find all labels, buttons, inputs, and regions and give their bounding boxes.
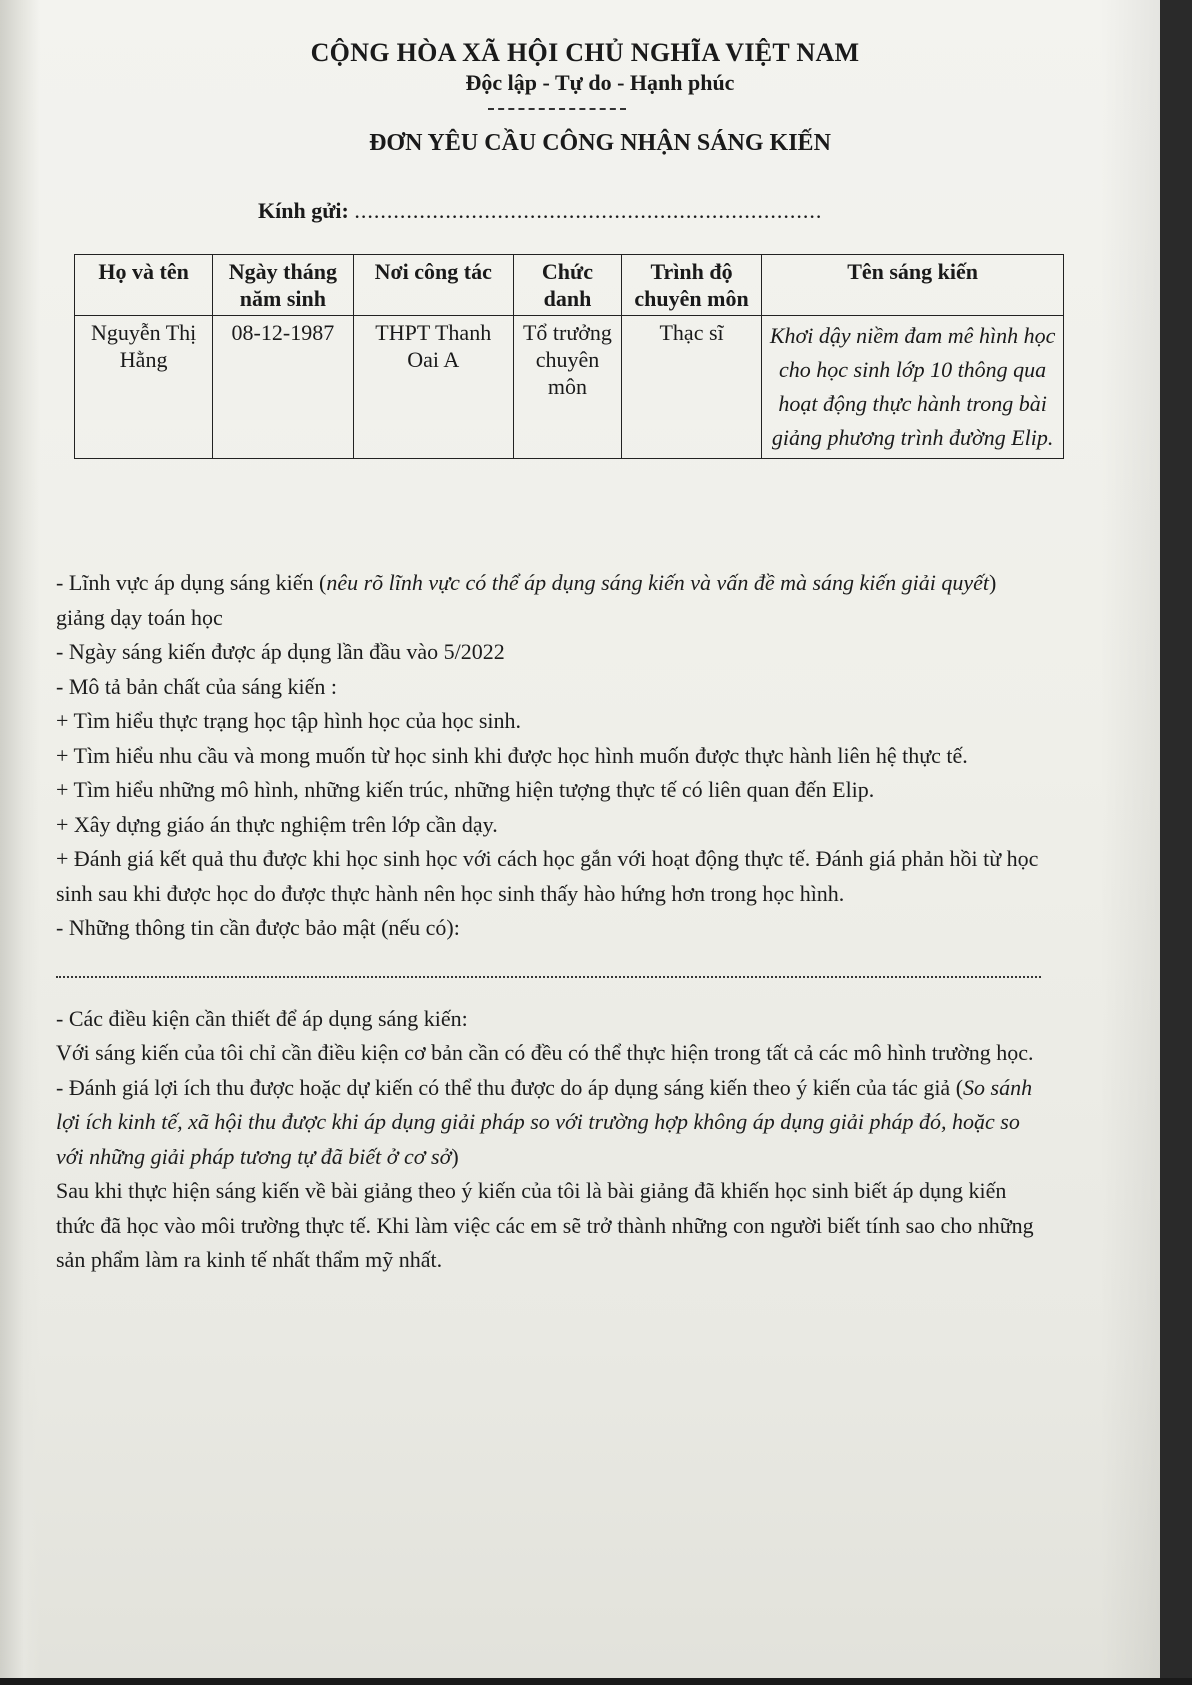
dotted-fill-line bbox=[56, 976, 1041, 980]
benefit-suffix: ) bbox=[451, 1143, 459, 1169]
benefit-paragraph bbox=[56, 1071, 1046, 1175]
document-title: ĐƠN YÊU CẦU CÔNG NHẬN SÁNG KIẾN bbox=[369, 130, 831, 156]
field-paragraph bbox=[56, 566, 1046, 635]
list-item: + Tìm hiểu những mô hình, những kiến trúc, những hiện tượng thực tế có liên quan đến Elip. bbox=[56, 777, 875, 802]
cell-initiative: Khơi dậy niềm đam mê hình học cho học sinh lớp 10 thông qua hoạt động thực hành trong bài giảng phương trình đường Elip. bbox=[762, 316, 1064, 459]
field-note: nêu rõ lĩnh vực có thể áp dụng sáng kiến và vấn đề mà sáng kiến giải quyết bbox=[326, 570, 990, 595]
table-row bbox=[75, 316, 1064, 459]
nation-heading: CỘNG HÒA XÃ HỘI CHỦ NGHĨA VIỆT NAM bbox=[310, 38, 860, 67]
heading-separator bbox=[488, 108, 626, 110]
list-item: + Tìm hiểu nhu cầu và mong muốn từ học sinh khi được học hình muốn được thực hành liên hệ thực tế. bbox=[56, 742, 968, 768]
list-item: + Đánh giá kết quả thu được khi học sinh học với cách học gắn với hoạt động thực tế. Đánh giá phản hồi từ học sinh sau khi được học do được thực hành nên học sinh thấy hào hứng hơn trong học hình. bbox=[56, 846, 1039, 906]
header-workplace: Nơi công tác bbox=[353, 255, 513, 316]
header-dob: Ngày tháng năm sinh bbox=[213, 255, 353, 316]
header-position: Chức danh bbox=[513, 255, 621, 316]
benefit-prefix: - Đánh giá lợi ích thu được hoặc dự kiến có thể thu được do áp dụng sáng kiến theo ý kiến của tác giả ( bbox=[56, 1074, 964, 1100]
conclusion-text: Sau khi thực hiện sáng kiến về bài giảng theo ý kiến của tôi là bài giảng đã khiến học sinh biết áp dụng kiến thức đã học vào môi trường thực tế. Khi làm việc các em sẽ trở thành những con người biết tính sao cho những sản phẩm làm ra kinh tế nhất thẩm mỹ nhất. bbox=[56, 1178, 1034, 1272]
header-initiative: Tên sáng kiến bbox=[762, 255, 1064, 316]
document-body bbox=[56, 566, 1046, 1278]
cell-workplace: THPT Thanh Oai A bbox=[353, 316, 513, 459]
field-value: ) giảng dạy toán học bbox=[56, 570, 997, 630]
addressee-label: Kính gửi: bbox=[258, 198, 349, 223]
conditions-text: Với sáng kiến của tôi chỉ cần điều kiện cơ bản cần có đều có thể thực hiện trong tất cả các mô hình trường học. bbox=[56, 1040, 1034, 1065]
motto-heading: Độc lập - Tự do - Hạnh phúc bbox=[465, 70, 735, 95]
addressee-blank: ........................................................................ bbox=[354, 198, 823, 223]
cell-dob: 08-12-1987 bbox=[213, 316, 353, 459]
confidential-label: - Những thông tin cần được bảo mật (nếu có): bbox=[56, 915, 460, 940]
field-prefix: - Lĩnh vực áp dụng sáng kiến ( bbox=[56, 570, 327, 595]
cell-name: Nguyễn Thị Hằng bbox=[75, 316, 213, 459]
scan-edge bbox=[0, 1678, 1192, 1685]
list-item: + Xây dựng giáo án thực nghiệm trên lớp cần dạy. bbox=[56, 811, 498, 837]
date-applied: - Ngày sáng kiến được áp dụng lần đầu vào 5/2022 bbox=[56, 639, 505, 664]
benefit-note: So sánh lợi ích kinh tế, xã hội thu được khi áp dụng giải pháp so với trường hợp không áp dụng giải pháp đó, hoặc so với những giải pháp tương tự đã biết ở cơ sở bbox=[56, 1074, 1033, 1169]
header-qualification: Trình độ chuyên môn bbox=[621, 255, 761, 316]
list-item: + Tìm hiểu thực trạng học tập hình học của học sinh. bbox=[56, 708, 522, 733]
header-name: Họ và tên bbox=[75, 255, 213, 316]
table-header-row bbox=[75, 255, 1064, 316]
cell-qualification: Thạc sĩ bbox=[621, 316, 761, 459]
cell-position: Tổ trưởng chuyên môn bbox=[513, 316, 621, 459]
description-label: - Mô tả bản chất của sáng kiến : bbox=[56, 673, 338, 699]
applicant-table bbox=[74, 254, 1064, 459]
addressee-line bbox=[258, 198, 822, 224]
conditions-label: - Các điều kiện cần thiết để áp dụng sáng kiến: bbox=[56, 1005, 468, 1031]
